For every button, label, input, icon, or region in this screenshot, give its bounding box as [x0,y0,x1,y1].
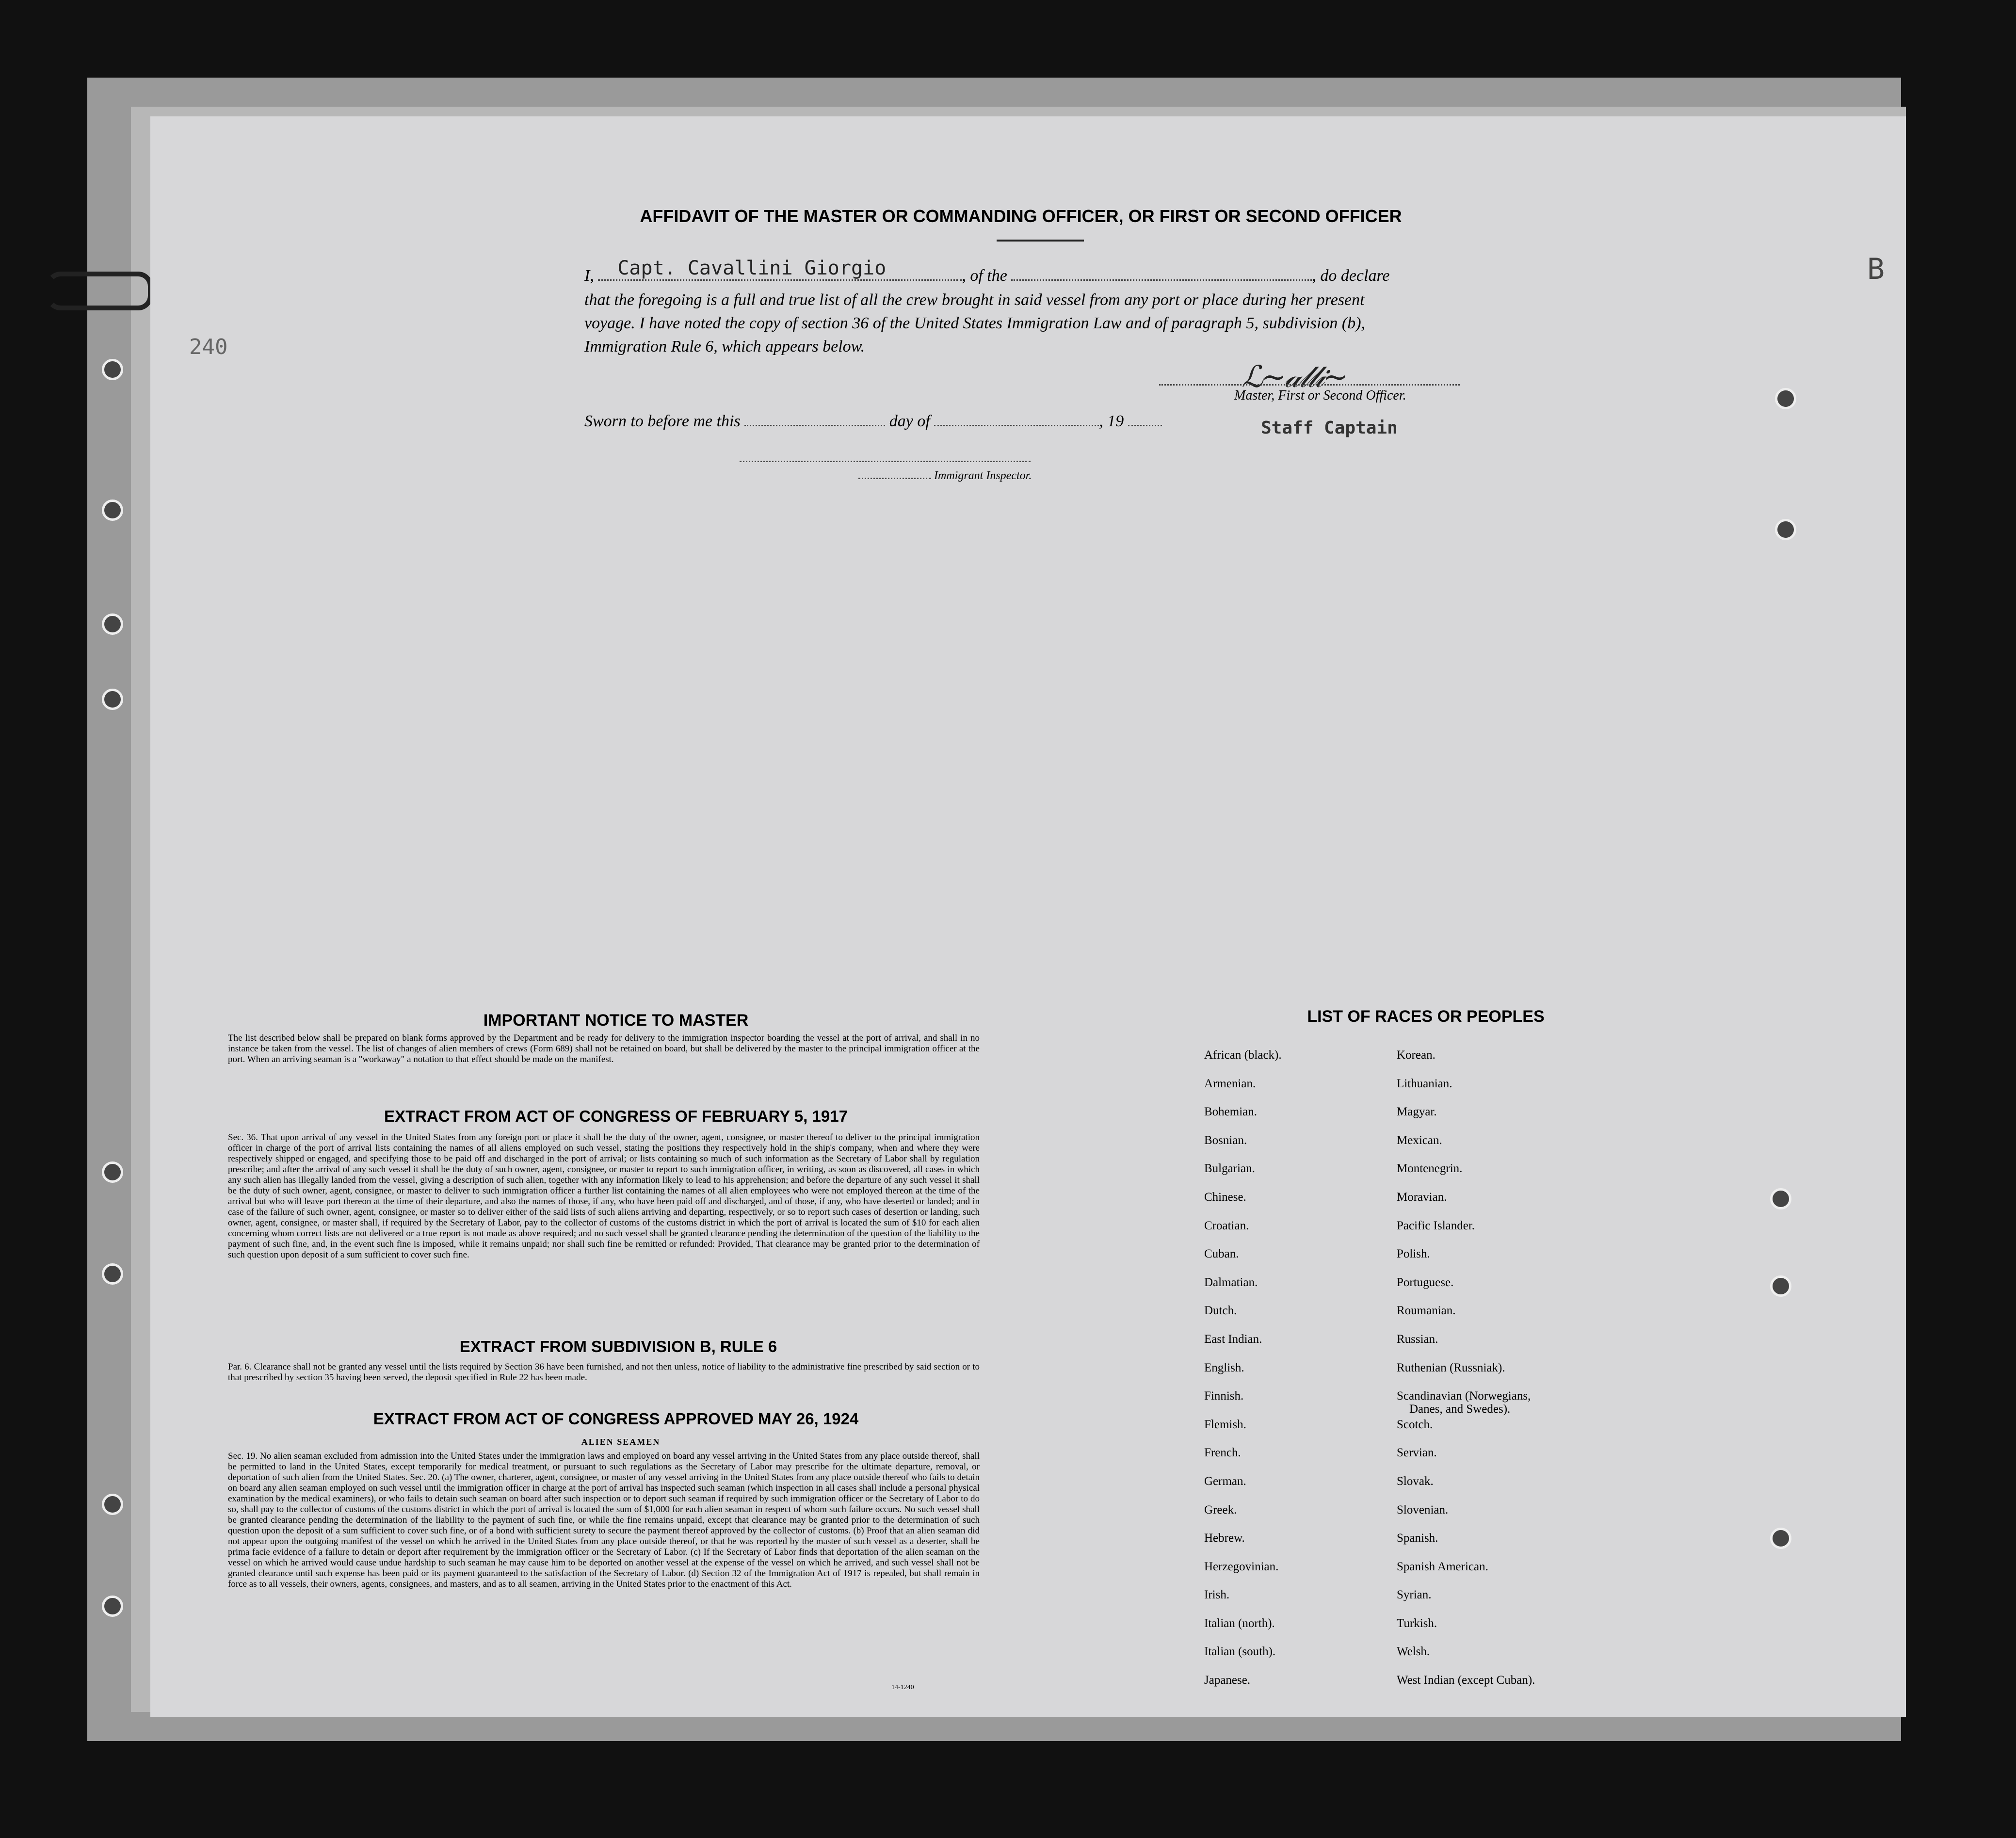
race-label: Ruthenian (Russniak). [1397,1361,1505,1374]
race-label: African (black). [1204,1048,1282,1062]
of-the-label: , of the [962,267,1007,285]
race-item [1204,1247,1282,1276]
extract-1924-title: EXTRACT FROM ACT OF CONGRESS APPROVED MAY 26, 1924 [373,1410,859,1428]
vessel-field [1011,266,1312,281]
race-label: Turkish. [1397,1616,1437,1630]
day-of-label: day of [889,412,930,430]
extract-rule6-title: EXTRACT FROM SUBDIVISION B, RULE 6 [459,1338,777,1355]
race-item [1204,1617,1282,1645]
race-item [1204,1276,1282,1305]
race-label: Scandinavian (Norwegians, [1397,1389,1531,1403]
race-item [1204,1503,1282,1532]
race-label: Montenegrin. [1397,1162,1463,1176]
sworn-line [584,411,1162,431]
race-label: Mexican. [1397,1133,1442,1147]
race-label: Cuban. [1204,1247,1239,1261]
year-label: , 19 [1099,412,1124,430]
binder-hole [1770,1275,1791,1297]
extract-rule6-text: Par. 6. Clearance shall not be granted any vessel until the lists required by Section 36 have been furnished, and not then unless, notice of liability to the administrative fine prescribed by said section or to that prescribed by section 35 having been served, the deposit specified in Rule 22 has been made. [228,1362,980,1383]
race-item [1397,1588,1535,1617]
notice-title: IMPORTANT NOTICE TO MASTER [483,1011,749,1030]
race-label: Roumanian. [1397,1304,1456,1318]
inspector-label: Immigrant Inspector. [858,469,1032,483]
race-item [1397,1219,1535,1248]
signature: ℒ~𝒶𝓁𝓁𝒾~ [1242,359,1346,394]
extract-1917-title: EXTRACT FROM ACT OF CONGRESS OF FEBRUARY 5, 1917 [384,1107,848,1125]
race-label: Moravian. [1397,1190,1447,1204]
sworn-day-field [744,411,885,426]
races-list-left [1204,1048,1282,1702]
race-item [1204,1418,1282,1447]
binder-hole [1775,519,1796,540]
binder-hole [102,359,123,380]
race-item [1397,1077,1535,1106]
race-item [1397,1134,1535,1162]
race-item [1397,1645,1535,1674]
race-label: Syrian. [1397,1588,1432,1602]
race-label: Chinese. [1204,1190,1246,1204]
affidavit-line-3: voyage. I have noted the copy of section 36 of the United States Immigration Law and of paragraph 5, subdivision (b), [584,314,1366,332]
binder-hole [102,1494,123,1515]
sworn-month-field [934,411,1099,426]
race-item [1204,1077,1282,1106]
staff-captain-stamp: Staff Captain [1261,418,1398,438]
race-item [1204,1134,1282,1162]
race-item [1204,1532,1282,1560]
race-item [1204,1560,1282,1589]
race-item [1397,1418,1535,1447]
affidavit-line-2: that the foregoing is a full and true list of all the crew brought in said vessel from any port or place during her present [584,291,1365,309]
race-label: Irish. [1204,1588,1230,1602]
race-label: Bulgarian. [1204,1162,1255,1176]
race-label: Herzegovinian. [1204,1560,1279,1573]
race-label: Slovak. [1397,1474,1434,1488]
race-item [1397,1276,1535,1305]
name-field [598,257,962,281]
race-item [1204,1588,1282,1617]
race-item [1204,1674,1282,1702]
race-item [1397,1532,1535,1560]
race-label: German. [1204,1474,1246,1488]
race-item [1397,1674,1535,1702]
race-item [1204,1389,1282,1418]
races-list-right [1397,1048,1535,1702]
race-label: Bohemian. [1204,1105,1258,1119]
race-label: Italian (south). [1204,1645,1276,1659]
binder-hole [1770,1528,1791,1549]
sheet-letter: B [1867,252,1885,286]
race-item [1204,1645,1282,1674]
race-item [1397,1191,1535,1219]
binder-hole [1770,1188,1791,1209]
race-item [1204,1304,1282,1333]
race-label: Japanese. [1204,1674,1251,1687]
race-label: Lithuanian. [1397,1077,1452,1090]
race-label: East Indian. [1204,1332,1262,1346]
race-item [1397,1162,1535,1191]
binder-hole [102,1263,123,1285]
master-name: Capt. Cavallini Giorgio [617,257,887,279]
binding-strap [46,272,153,310]
affidavit-line-4: Immigration Rule 6, which appears below. [584,338,865,355]
race-label: Greek. [1204,1503,1237,1516]
race-item [1204,1446,1282,1475]
race-item [1397,1361,1535,1390]
race-item [1397,1304,1535,1333]
i-label: I, [584,267,594,285]
race-label: Dutch. [1204,1304,1237,1318]
race-label: Magyar. [1397,1105,1437,1119]
race-label: French. [1204,1446,1241,1460]
do-declare-label: , do declare [1312,267,1390,285]
race-label: Bosnian. [1204,1133,1247,1147]
race-label: Servian. [1397,1446,1437,1460]
race-item [1204,1475,1282,1503]
race-label: Polish. [1397,1247,1430,1261]
affidavit-line-1 [584,257,1390,285]
extract-1924-text: Sec. 19. No alien seaman excluded from admission into the United States under the immigration laws and employed on board any vessel arriving in the United States from any place outside thereof, shall be permitted to land in the United States, except temporarily for medical treatment, or pursuant to such regulations as the Secretary of Labor may prescribe for the ultimate departure, removal, or deportation of such alien from the United States. Sec. 20. (a) The owner, charterer, agent, consignee, or master of any vessel arriving in the United States from any place outside thereof who fails to detain on board any alien seaman employed on such vessel until the immigration officer in charge at the port of arrival has inspected such seaman (which inspection in all cases shall include a personal physical examination by the medical examiners), or who fails to detain such seaman on board after such inspection or to deport such seaman if required by such immigration officer or the Secretary of Labor to do so, shall pay to the collector of customs of the customs district in which the port of arrival is located the sum of $1,000 for each alien seaman in respect of whom such failure occurs. No such vessel shall be granted clearance pending the determination of the liability to the payment of such fine, or while the fine remains unpaid, except that clearance may be granted prior to the determination of such question upon the deposit of a sum sufficient to cover such fine, or of a bond with sufficient surety to secure the payment thereof approved by the collector of customs. (b) Proof that an alien seaman did not appear upon the outgoing manifest of the vessel on which he arrived in the United States from any place outside thereof, or that he was reported by the master of such vessel as a deserter, shall be prima facie evidence of a failure to detain or deport after requirement by the immigration officer or the Secretary of Labor. (c) If the Secretary of Labor finds that deportation of the alien seaman on the vessel on which he arrived would cause undue hardship to such seaman he may cause him to be deported on another vessel at the expense of the vessel on which he arrived, and such vessel shall not be granted clearance until such expense has been paid or its payment guaranteed to the satisfaction of the Secretary of Labor. (d) Section 32 of the Immigration Act of 1917 is repealed, but shall remain in force as to all vessels, their owners, agents, consignees, and masters, and as to all seamen, arriving in the United States prior to the enactment of this Act. [228,1451,980,1589]
race-item [1397,1048,1535,1077]
affidavit-title: AFFIDAVIT OF THE MASTER OR COMMANDING OFFICER, OR FIRST OR SECOND OFFICER [640,206,1402,226]
extract-1917-text: Sec. 36. That upon arrival of any vessel in the United States from any foreign port or place it shall be the duty of the owner, agent, consignee, or master thereof to deliver to the principal immigration officer in charge of the port of arrival lists containing the names of all aliens employed on such vessel, stating the positions they respectively hold in the ship's company, when and where they were respectively shipped or engaged, and specifying those to be paid off and discharged in the port of arrival; or lists containing so much of such information as the Secretary of Labor shall by regulation prescribe; and after the arrival of any such vessel it shall be the duty of such owner, agent, consignee, or master to report to such immigration officer, in writing, as soon as discovered, all cases in which any such alien has illegally landed from the vessel, giving a description of such alien, together with any information likely to lead to his apprehension; and before the departure of any such vessel it shall be the duty of such owner, agent, consignee, or master to deliver to such immigration officer a further list containing the names of all alien employees who were not employed thereon at the time of the arrival but who will leave port thereon at the time of their departure, and also the names of those, if any, who have been paid off and discharged, and of those, if any, who have deserted or landed; and in case of the failure of such owner, agent, consignee, or master so to deliver either of the said lists of such aliens arriving and departing, respectively, or so to report such cases of desertion or landing, such owner, agent, consignee, or master shall, if required by the Secretary of Labor, pay to the collector of customs of the customs district in which the port of arrival is located the sum of $10 for each alien concerning whom correct lists are not delivered or a true report is not made as above required; and no such vessel shall be granted clearance pending the determination of the question of the liability to the payment of such fine, and, in the event such fine is imposed, while it remains unpaid; nor shall such fine be remitted or refunded: Provided, That clearance may be granted prior to the determination of such question upon deposit of a sum sufficient to cover such fine. [228,1132,980,1260]
race-label: Spanish. [1397,1532,1438,1545]
race-label: Italian (north). [1204,1616,1275,1630]
binder-hole [102,613,123,635]
race-label: Pacific Islander. [1397,1219,1475,1232]
divider [997,240,1084,242]
races-title: LIST OF RACES OR PEOPLES [1307,1007,1545,1026]
race-item [1397,1446,1535,1475]
binder-hole [102,689,123,710]
race-item [1397,1503,1535,1532]
race-item [1397,1617,1535,1645]
alien-seamen-subhead: ALIEN SEAMEN [581,1437,661,1447]
page-number-stamp: 240 [189,335,228,359]
race-item [1397,1475,1535,1503]
race-label-continued: Danes, and Swedes). [1409,1403,1511,1416]
inspector-signature-line [740,461,1031,462]
binder-hole [102,1161,123,1183]
race-item [1204,1333,1282,1361]
binder-hole [1775,388,1796,409]
signature-label: Master, First or Second Officer. [1234,388,1406,403]
race-label: Armenian. [1204,1077,1256,1090]
race-item [1204,1191,1282,1219]
race-label: Croatian. [1204,1219,1249,1232]
binder-hole [102,500,123,521]
race-label: Spanish American. [1397,1560,1488,1573]
form-number: 14-1240 [891,1684,914,1691]
race-item [1397,1389,1535,1418]
race-label: Scotch. [1397,1418,1433,1431]
race-label: Slovenian. [1397,1503,1449,1516]
race-label: Hebrew. [1204,1532,1245,1545]
race-label: Korean. [1397,1048,1435,1062]
race-item [1204,1219,1282,1248]
race-label: Finnish. [1204,1389,1244,1403]
race-item [1204,1361,1282,1390]
sworn-label: Sworn to before me this [584,412,741,430]
race-item [1397,1105,1535,1134]
race-label: Flemish. [1204,1418,1246,1431]
notice-text: The list described below shall be prepared on blank forms approved by the Department and be ready for delivery to the immigration inspector boarding the vessel at the port of arrival, and shall in no instance be taken from the vessel. The list of changes of alien members of crews (Form 689) shall not be retained on board, but shall be delivered by the master to the principal immigration officer at the port. When an arriving seaman is a "workaway" a notation to that effect should be made on the manifest. [228,1033,980,1064]
race-item [1204,1162,1282,1191]
race-label: West Indian (except Cuban). [1397,1674,1535,1687]
race-label: Dalmatian. [1204,1275,1258,1289]
sworn-year-field [1128,411,1162,426]
signature-line [1159,384,1460,386]
race-item [1204,1048,1282,1077]
race-label: Welsh. [1397,1645,1430,1659]
race-item [1204,1105,1282,1134]
binder-hole [102,1596,123,1617]
race-item [1397,1247,1535,1276]
race-item [1397,1560,1535,1589]
race-label: English. [1204,1361,1244,1374]
race-item [1397,1333,1535,1361]
race-label: Russian. [1397,1332,1438,1346]
race-label: Portuguese. [1397,1275,1454,1289]
